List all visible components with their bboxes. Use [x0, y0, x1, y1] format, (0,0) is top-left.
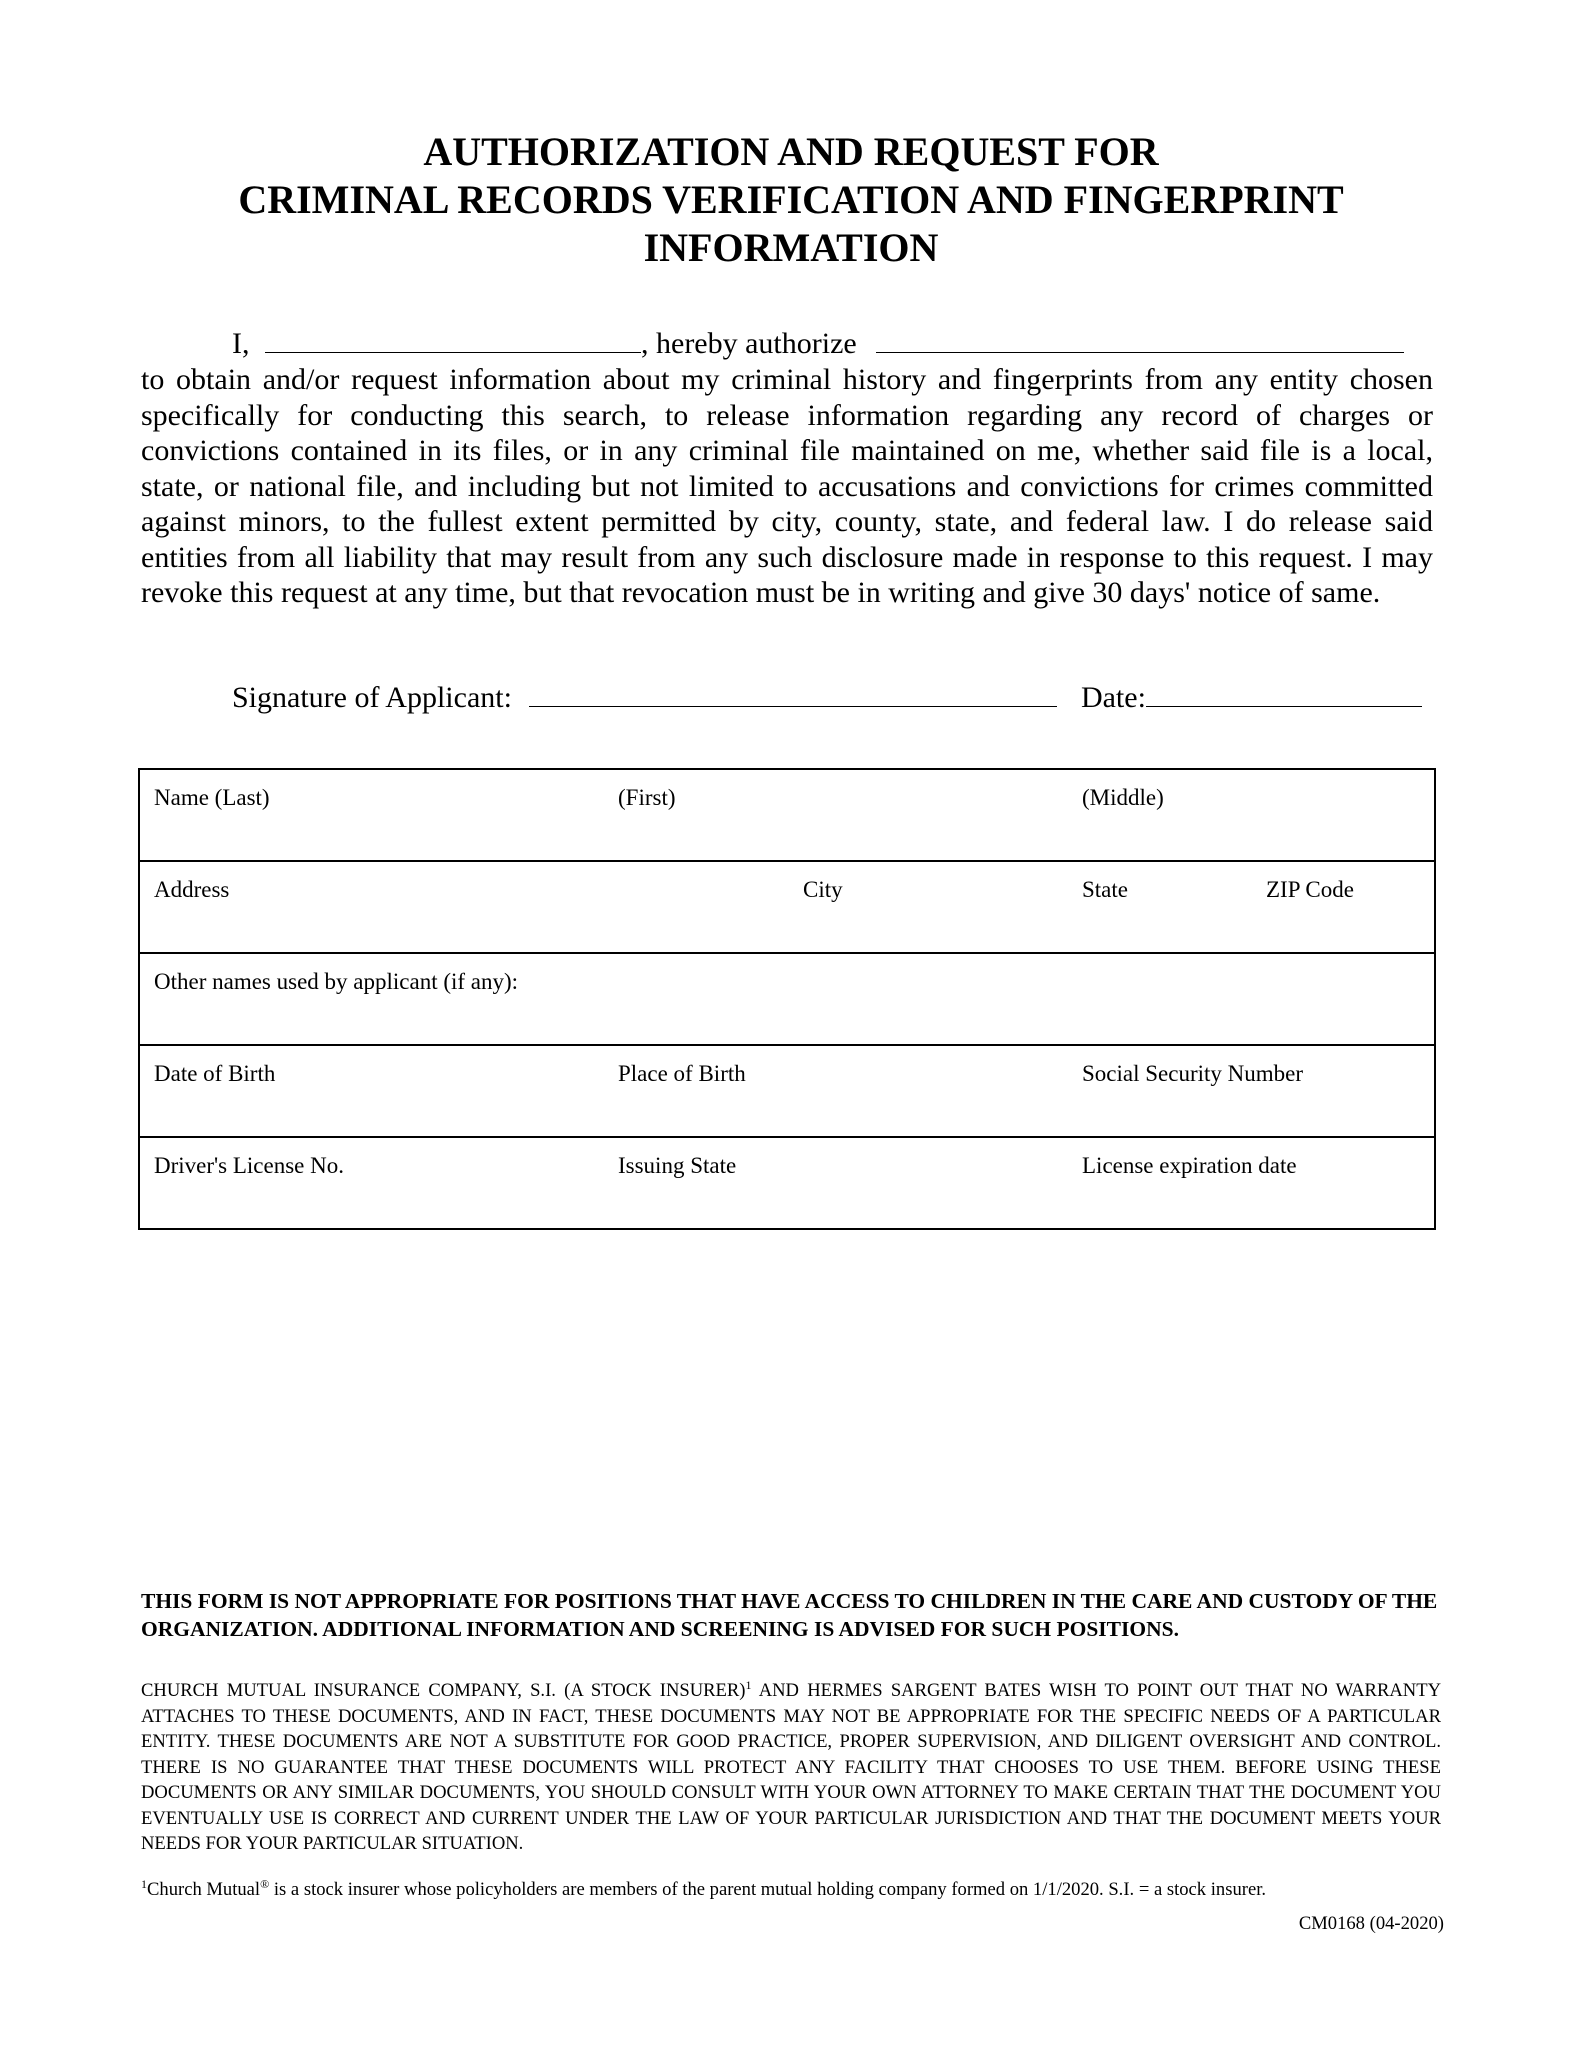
title-line-2: CRIMINAL RECORDS VERIFICATION AND FINGERPRINT: [238, 177, 1344, 222]
disclaimer-footnote-marker: 1: [745, 1678, 752, 1692]
registered-mark: ®: [260, 1877, 270, 1891]
authorization-middle: , hereby authorize: [641, 327, 857, 360]
authorization-prefix: I,: [232, 327, 250, 360]
date-of-birth-label: Date of Birth: [154, 1061, 276, 1086]
positions-warning: THIS FORM IS NOT APPROPRIATE FOR POSITIONS THAT HAVE ACCESS TO CHILDREN IN THE CARE AND CUSTODY OF THE ORGANIZATION. ADDITIONAL INFORMATION AND SCREENING IS ADVISED FOR SUCH POSITIONS.: [141, 1589, 1438, 1641]
applicant-info-table: [138, 768, 1436, 1230]
issuing-state-label: Issuing State: [618, 1153, 737, 1178]
signature-label: Signature of Applicant:: [232, 681, 512, 714]
disclaimer-part-2: AND HERMES SARGENT BATES WISH TO POINT OUT THAT NO WARRANTY ATTACHES TO THESE DOCUMENTS, AND IN FACT, THESE DOCUMENTS MAY NOT BE APPROPRIATE FOR THE SPECIFIC NEEDS OF A PARTICULAR ENTITY. THESE DOCUMENTS ARE NOT A SUBSTITUTE FOR GOOD PRACTICE, PROPER SUPERVISION, AND DILIGENT OVERSIGHT AND CONTROL. THERE IS NO GUARANTEE THAT THESE DOCUMENTS WILL PROTECT ANY FACILITY THAT CHOOSES TO USE THEM. BEFORE USING THESE DOCUMENTS OR ANY SIMILAR DOCUMENTS, YOU SHOULD CONSULT WITH YOUR OWN ATTORNEY TO MAKE CERTAIN THAT THE DOCUMENT YOU EVENTUALLY USE IS CORRECT AND CURRENT UNDER THE LAW OF YOUR PARTICULAR JURISDICTION AND THAT THE DOCUMENT MEETS YOUR NEEDS FOR YOUR PARTICULAR SITUATION.: [141, 1680, 1441, 1855]
authorization-body: to obtain and/or request information about my criminal history and fingerprints from any entity chosen specifically for conducting this search, to release information regarding any record of charges or convictions contained in its files, or in any criminal file maintained on me, whether said file is a local, state, or national file, and including but not limited to accusations and convictions for crimes committed against minors, to the fullest extent permitted by city, county, state, and federal law. I do release said entities from all liability that may result from any such disclosure made in response to this request. I may revoke this request at any time, but that revocation must be in writing and give 30 days' notice of same.: [141, 363, 1433, 609]
authorization-first-line: [232, 326, 1404, 362]
birth-ssn-row[interactable]: [140, 1046, 1434, 1138]
address-label: Address: [154, 877, 230, 902]
form-title: [160, 128, 1422, 272]
license-expiration-label: License expiration date: [1082, 1153, 1297, 1178]
applicant-name-blank[interactable]: [265, 326, 641, 353]
signature-line: [232, 680, 1422, 716]
footnote-part-2: is a stock insurer whose policyholders are members of the parent mutual holding company formed on 1/1/2020. S.I. = a stock insurer.: [269, 1879, 1267, 1901]
last-name-label: Name (Last): [154, 785, 270, 810]
license-row[interactable]: [140, 1138, 1434, 1228]
disclaimer-text: [141, 1673, 1441, 1857]
middle-name-label: (Middle): [1082, 785, 1164, 810]
title-line-1: AUTHORIZATION AND REQUEST FOR: [423, 129, 1159, 174]
zip-code-label: ZIP Code: [1266, 877, 1354, 902]
title-line-3: INFORMATION: [643, 225, 939, 270]
address-row[interactable]: [140, 862, 1434, 954]
city-label: City: [803, 877, 843, 902]
disclaimer-part-1: CHURCH MUTUAL INSURANCE COMPANY, S.I. (A STOCK INSURER): [141, 1680, 746, 1702]
ssn-label: Social Security Number: [1082, 1061, 1304, 1086]
other-names-label: Other names used by applicant (if any):: [154, 969, 519, 994]
date-blank[interactable]: [1146, 680, 1422, 707]
footnote-marker: 1: [141, 1877, 147, 1891]
drivers-license-label: Driver's License No.: [154, 1153, 344, 1178]
place-of-birth-label: Place of Birth: [618, 1061, 746, 1086]
authorized-party-blank[interactable]: [876, 326, 1404, 353]
footnote-part-1: Church Mutual: [147, 1879, 261, 1901]
signature-blank[interactable]: [529, 680, 1057, 707]
other-names-row[interactable]: [140, 954, 1434, 1046]
name-row[interactable]: [140, 770, 1434, 862]
state-label: State: [1082, 877, 1128, 902]
form-code: CM0168 (04-2020): [1298, 1913, 1444, 1934]
date-label: Date:: [1080, 681, 1146, 714]
footnote: [141, 1872, 1441, 1902]
first-name-label: (First): [618, 785, 676, 810]
